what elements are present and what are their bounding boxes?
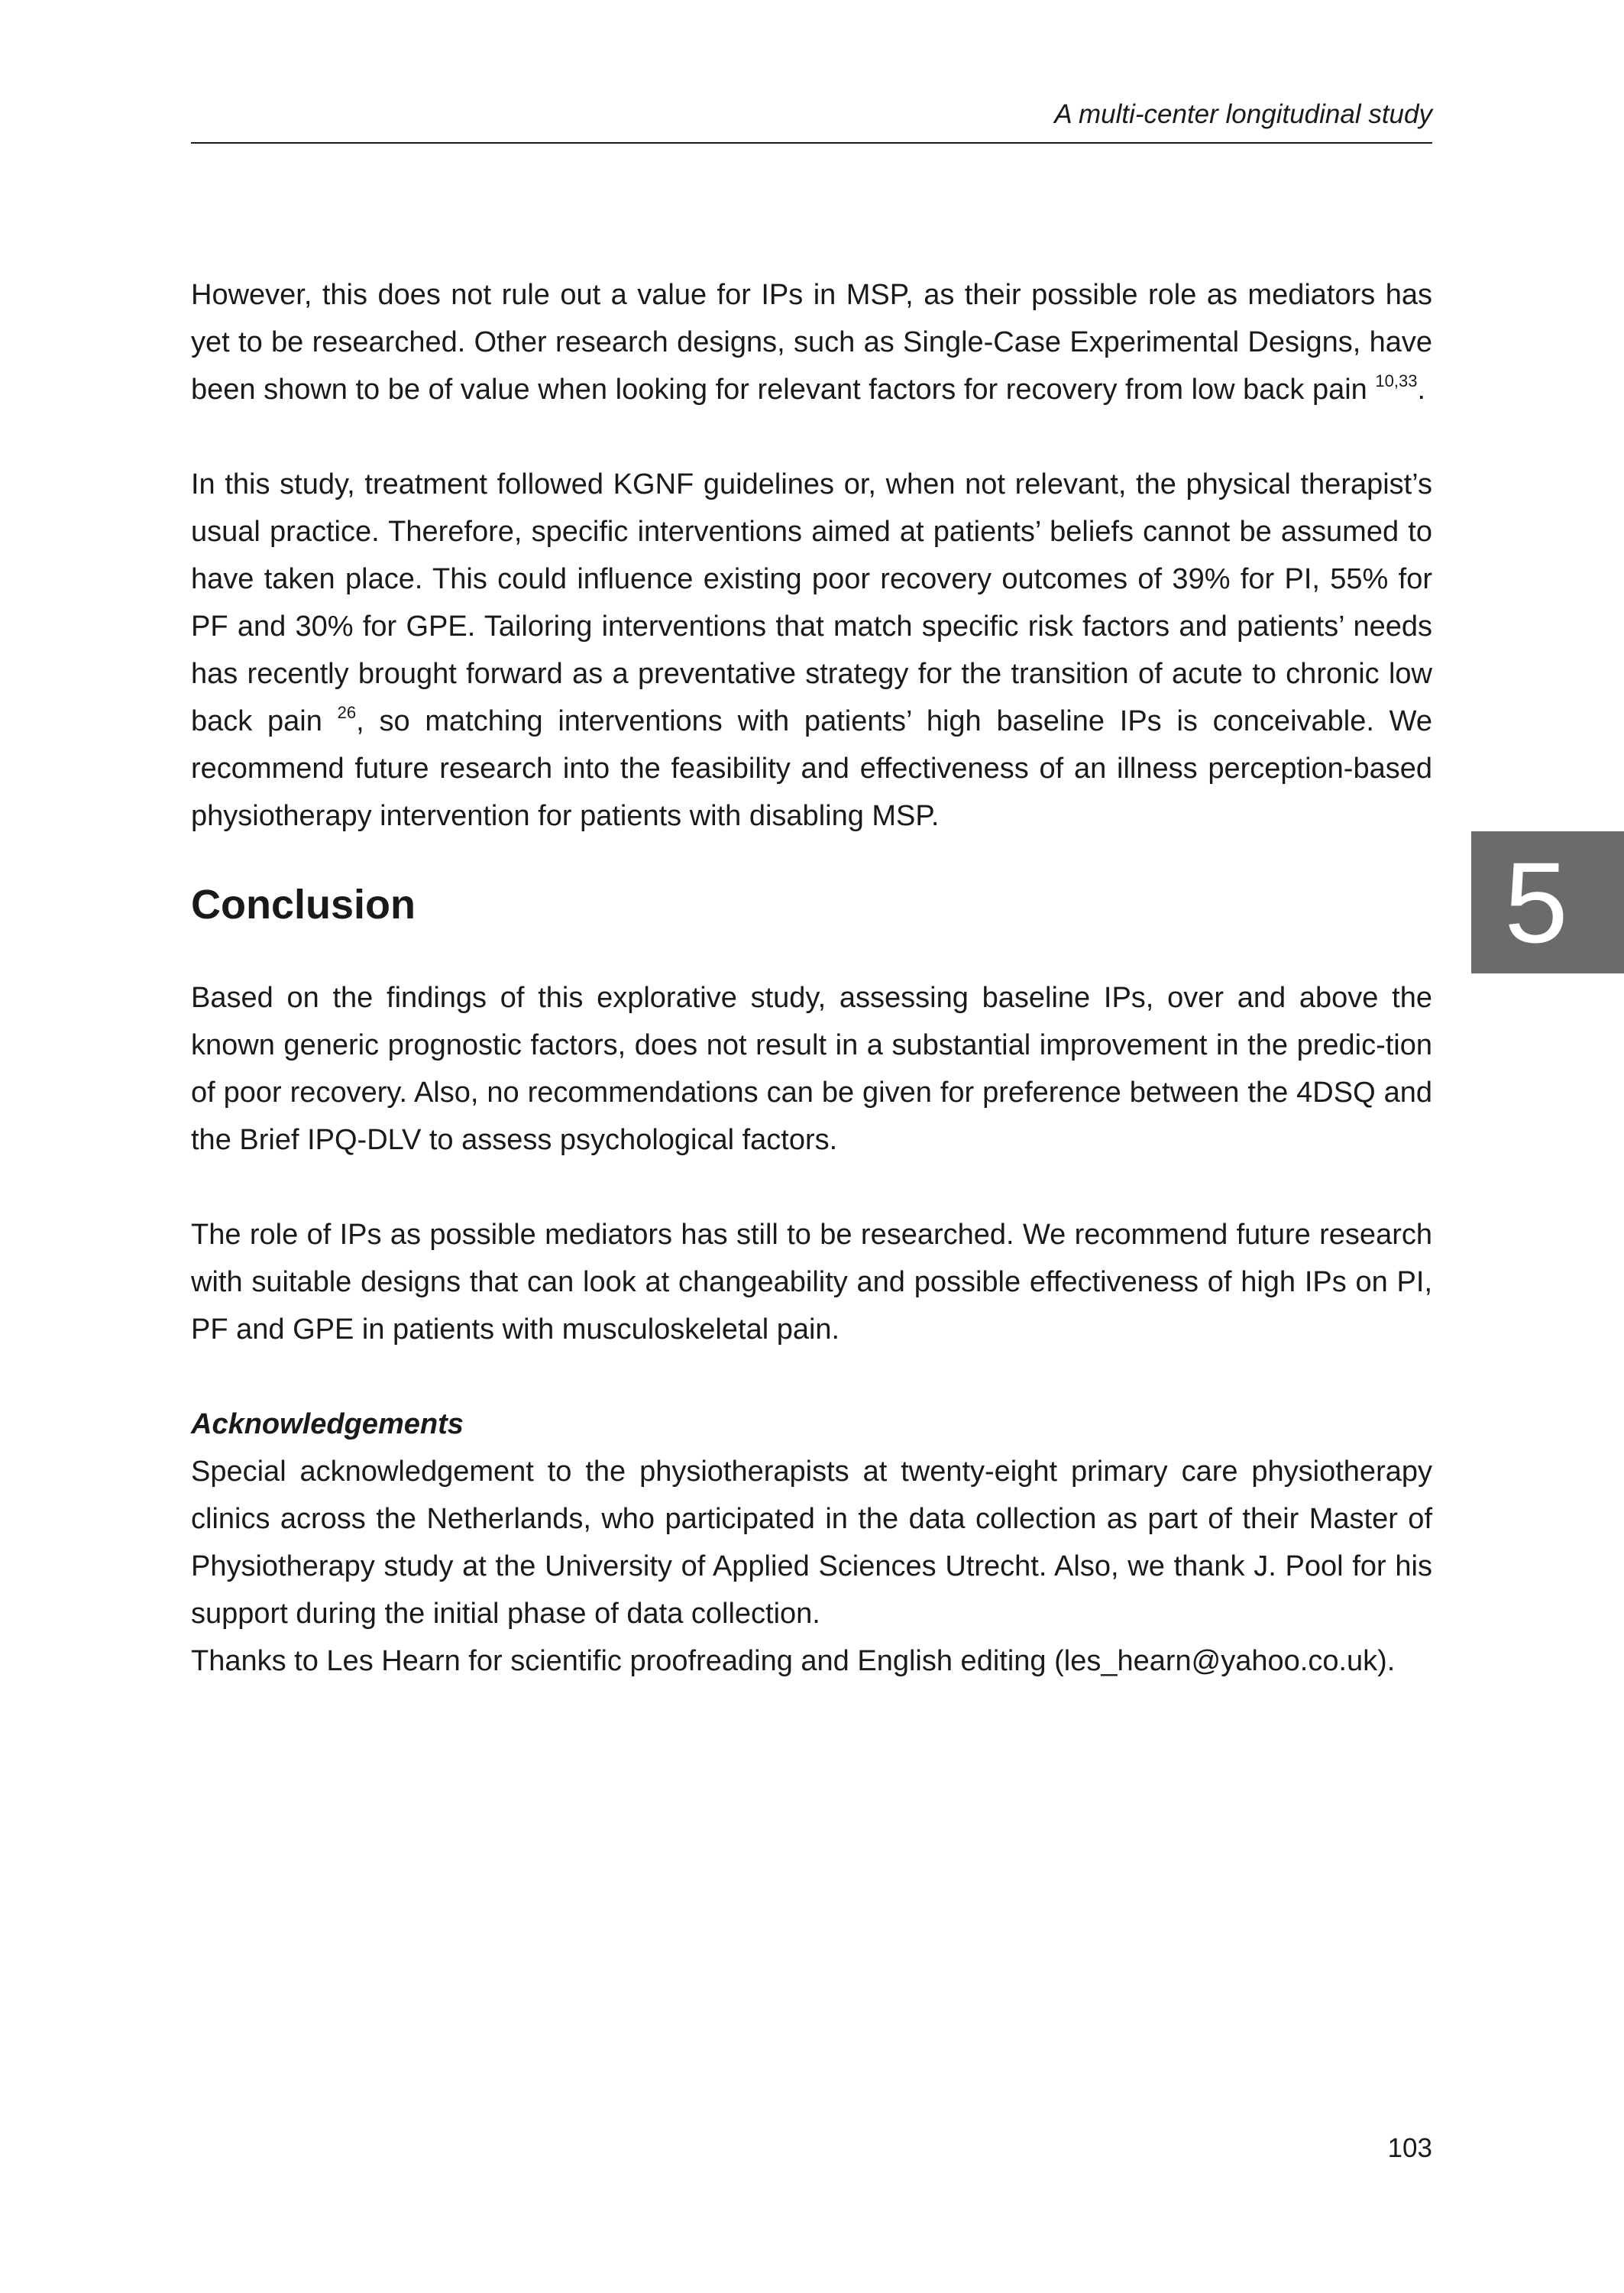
- running-header: A multi-center longitudinal study: [1054, 99, 1432, 129]
- citation-ref: 26: [337, 703, 357, 723]
- discussion-p1-end: .: [1417, 374, 1425, 406]
- discussion-p2-text-b: , so matching interventions with patients’ high baseline IPs is conceivable. We recommend future research into the feasibility and effectiveness of an illness perception-based physiotherapy intervention for patients with disabling MSP.: [191, 705, 1432, 832]
- page-number: 103: [1387, 2133, 1432, 2163]
- acknowledgements-paragraph-2: Thanks to Les Hearn for scientific proofreading and English editing (les_hearn@yahoo.co.uk).: [191, 1645, 1396, 1677]
- header-rule: [191, 142, 1432, 144]
- acknowledgements-heading: Acknowledgements: [191, 1408, 464, 1440]
- discussion-paragraph-2: [191, 461, 1432, 840]
- conclusion-paragraph-2: The role of IPs as possible mediators has still to be researched. We recommend future research with suitable designs that can look at changeability and possible effectiveness of high IPs on PI, PF and GPE in patients with musculoskeletal pain.: [191, 1219, 1432, 1346]
- discussion-p1-text: However, this does not rule out a value for IPs in MSP, as their possible role as mediators has yet to be researched. Other research designs, such as Single-Case Experimental Designs, have been shown to be of value when looking for relevant factors for recovery from low back pain: [191, 279, 1432, 406]
- discussion-paragraph-1: [191, 271, 1432, 413]
- chapter-number-tab: 5: [1471, 831, 1624, 973]
- page-body: [191, 271, 1432, 1685]
- acknowledgements-paragraph-1: Special acknowledgement to the physiotherapists at twenty-eight primary care physiotherapy clinics across the Netherlands, who participated in the data collection as part of their Master of Physiotherapy study at the University of Applied Sciences Utrecht. Also, we thank J. Pool for his support during the initial phase of data collection.: [191, 1456, 1432, 1630]
- citation-ref: 10,33: [1375, 371, 1418, 391]
- conclusion-paragraph-1: Based on the findings of this explorative study, assessing baseline IPs, over and above the known generic prognostic factors, does not result in a substantial improvement in the predic-tion of poor recovery. Also, no recommendations can be given for preference between the 4DSQ and the Brief IPQ-DLV to assess psychological factors.: [191, 982, 1432, 1156]
- discussion-p2-text-a: In this study, treatment followed KGNF guidelines or, when not relevant, the physical therapist’s usual practice. Therefore, specific interventions aimed at patients’ beliefs cannot be assumed to have taken place. This could influence existing poor recovery outcomes of 39% for PI, 55% for PF and 30% for GPE. Tailoring interventions that match specific risk factors and patients’ needs has recently brought forward as a preventative strategy for the transition of acute to chronic low back pain: [191, 468, 1432, 737]
- conclusion-heading: Conclusion: [191, 882, 416, 928]
